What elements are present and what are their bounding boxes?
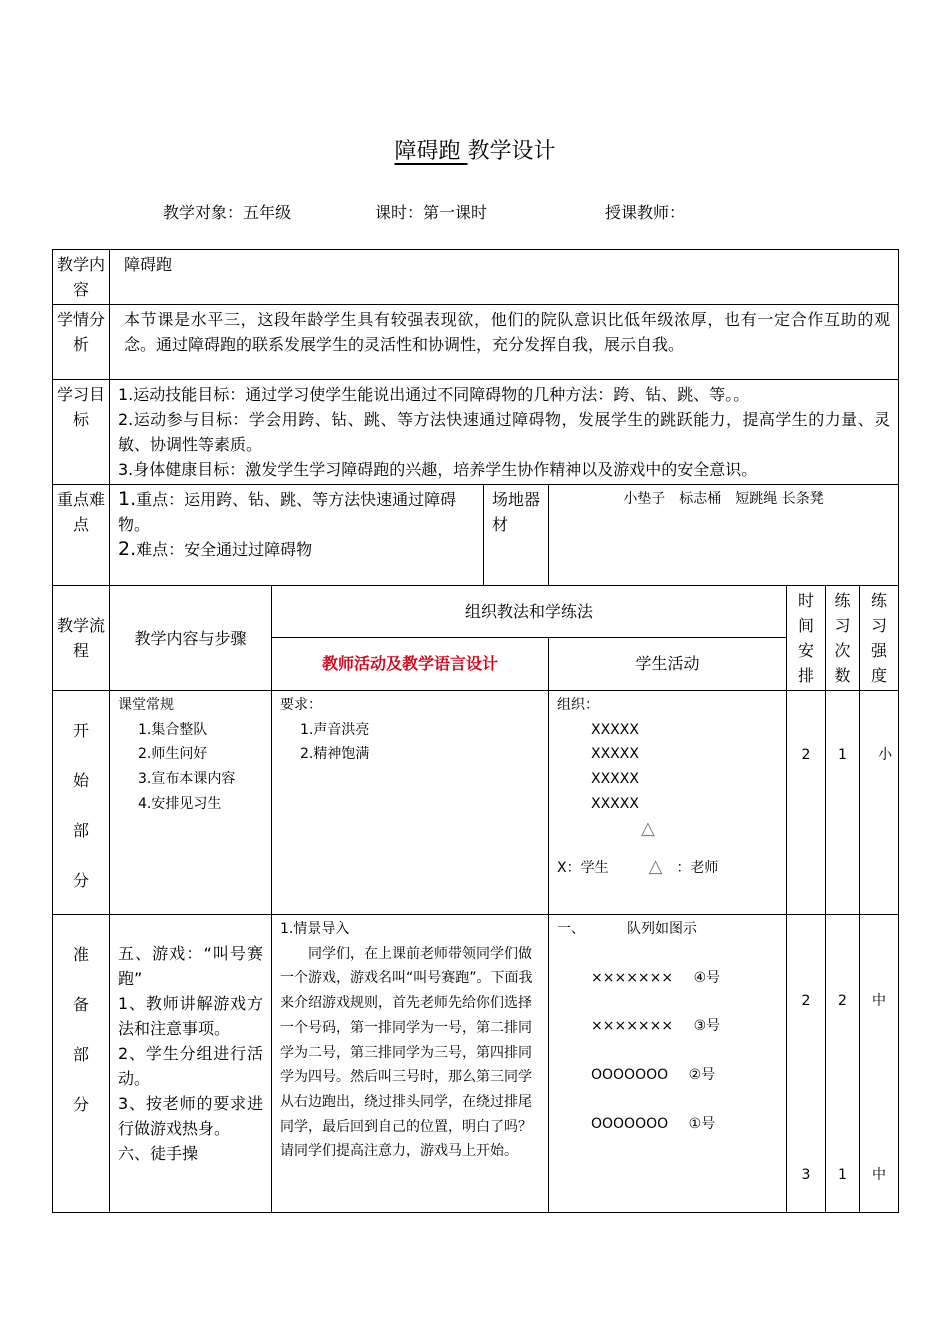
list-item: 1、教师讲解游戏方法和注意事项。	[118, 994, 263, 1038]
start-time: 2	[787, 691, 826, 915]
header-steps: 教学内容与步骤	[110, 586, 272, 691]
page-title	[0, 134, 950, 165]
queue-line: ××××××× ④号	[591, 969, 721, 986]
teacher-script: 同学们，在上课前老师带领同学们做一个游戏，游戏名叫“叫号赛跑”。下面我来介绍游戏规则，首先老师先给你们选择一个号码，第一排同学为一号，第二排同学为二号，第三排同学为三号，第四排同学为四号。然后叫三号时，那么第三同学从右边跑出，绕过排头同学，在绕过排尾同学，最后回到自己的位置，明白了吗？请同学们提高注意力，游戏马上开始。	[280, 945, 533, 1160]
list-item: 1.声音洪亮	[300, 721, 370, 738]
formation-row: XXXXX	[591, 746, 639, 763]
section-prep: 准 备 部 分	[53, 915, 110, 1213]
prep-student	[549, 915, 787, 1213]
key-number: 1.	[118, 488, 137, 510]
list-item: 1.集合整队	[138, 721, 208, 738]
difficulty-text: 难点：安全通过过障碍物	[136, 540, 313, 559]
list-item: 3.宣布本课内容	[138, 771, 236, 788]
list-item: 4.安排见习生	[138, 795, 222, 812]
queue-line: OOOOOOO ①号	[591, 1115, 716, 1132]
row-header-1	[53, 586, 899, 638]
start-count: 1	[826, 691, 860, 915]
value-equipment: 小垫子 标志桶 短跳绳 长条凳	[549, 485, 899, 586]
key-text: 重点：运用跨、钻、跳、等方法快速通过障碍物。	[118, 490, 457, 534]
list-item: 3、按老师的要求进行做游戏热身。	[118, 1094, 263, 1138]
start-steps	[110, 691, 272, 915]
meta-target: 教学对象：五年级	[163, 203, 292, 222]
row-start	[53, 691, 899, 915]
lesson-plan-table	[52, 249, 899, 1213]
difficulty-number: 2.	[118, 538, 137, 560]
list-item: 六、徒手操	[118, 1144, 199, 1163]
prep-teacher	[272, 915, 549, 1213]
value-content: 障碍跑	[110, 250, 899, 305]
start-teacher	[272, 691, 549, 915]
label-equipment: 场地器材	[484, 485, 549, 586]
teacher-title: 要求：	[280, 697, 322, 713]
row-prep	[53, 915, 899, 1213]
header-time: 时间安排	[787, 586, 826, 691]
triangle-icon: △	[648, 856, 663, 878]
header-count: 练习次数	[826, 586, 860, 691]
prep-intensity: 中 中	[860, 915, 899, 1213]
header-org: 组织教法和学练法	[272, 586, 787, 638]
section-start: 开 始 部 分	[53, 691, 110, 915]
list-item: 2、学生分组进行活动。	[118, 1044, 263, 1088]
goal-item: 1.运动技能目标：通过学习使学生能说出通过不同障碍物的几种方法：跨、钻、跳、等。。	[118, 385, 750, 404]
teacher-title: 1.情景导入	[280, 921, 350, 937]
row-analysis	[53, 305, 899, 380]
header-flow: 教学流程	[53, 586, 110, 691]
formation-legend: X：学生 △ ：老师	[557, 856, 719, 878]
goal-item: 3.身体健康目标：激发学生学习障碍跑的兴趣，培养学生协作精神以及游戏中的安全意识。	[118, 460, 758, 479]
row-keypoints	[53, 485, 899, 586]
list-item: 五、游戏：“叫号赛跑”	[118, 944, 263, 988]
steps-title: 课堂常规	[118, 697, 174, 713]
prep-count: 2 1	[826, 915, 860, 1213]
value-goals	[110, 380, 899, 485]
start-student	[549, 691, 787, 915]
start-intensity: 小	[860, 691, 899, 915]
prep-time: 2 3	[787, 915, 826, 1213]
queue-line: ××××××× ③号	[591, 1018, 721, 1035]
label-content: 教学内容	[53, 250, 110, 305]
queue-line: OOOOOOO ②号	[591, 1067, 716, 1084]
meta-period: 课时：第一课时	[375, 203, 488, 222]
goal-item: 2.运动参与目标：学会用跨、钻、跳、等方法快速通过障碍物，发展学生的跳跃能力，提高学生的力量、灵敏、协调性等素质。	[118, 410, 891, 454]
formation-row: XXXXX	[591, 721, 639, 738]
formation-row: XXXXX	[591, 795, 639, 812]
header-teacher-activity: 教师活动及教学语言设计	[272, 637, 549, 690]
student-title: 一、 队列如图示	[557, 921, 697, 937]
prep-steps	[110, 915, 272, 1213]
row-goals	[53, 380, 899, 485]
label-analysis: 学情分析	[53, 305, 110, 380]
title-rest: 教学设计	[467, 139, 556, 164]
value-keypoints	[110, 485, 484, 586]
student-title: 组织：	[557, 697, 599, 713]
title-topic: 障碍跑	[394, 139, 468, 164]
row-content	[53, 250, 899, 305]
header-intensity: 练习强度	[860, 586, 899, 691]
header-student-activity: 学生活动	[549, 637, 787, 690]
label-goals: 学习目标	[53, 380, 110, 485]
label-keypoints: 重点难点	[53, 485, 110, 586]
meta-teacher: 授课教师：	[605, 203, 686, 222]
list-item: 2.精神饱满	[300, 746, 370, 763]
value-analysis: 本节课是水平三，这段年龄学生具有较强表现欲，他们的院队意识比低年级浓厚，也有一定合作互助的观念。通过障碍跑的联系发展学生的灵活性和协调性，充分发挥自我，展示自我。	[110, 305, 899, 380]
formation-row: XXXXX	[591, 771, 639, 788]
teacher-triangle-icon: △	[641, 817, 655, 839]
list-item: 2.师生问好	[138, 746, 208, 763]
